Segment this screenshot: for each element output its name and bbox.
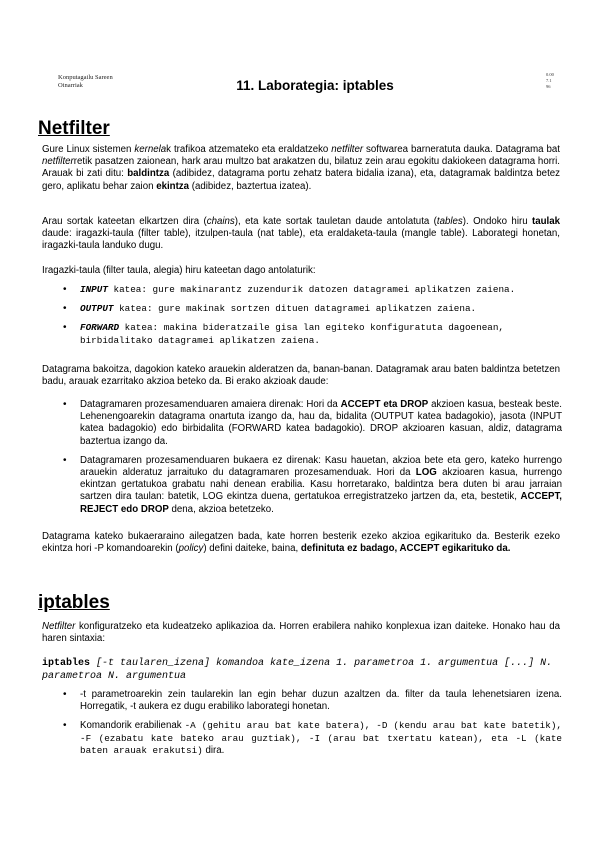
policy-paragraph bbox=[42, 531, 560, 555]
netfilter-intro-paragraph bbox=[42, 144, 560, 193]
text-span: daude: iragazki-taula (filter table), itzulpen-taula (nat table), eta eraldaketa-taula (mangle table). Laborategi honetan, iragazki-taula landuko dugu. bbox=[42, 228, 560, 252]
term-netfilter: netfilter bbox=[42, 156, 74, 168]
chain-desc: katea: gure makinak sortzen dituen datagramei aplikatzen zaiena. bbox=[113, 303, 477, 315]
text-span: Gure Linux sistemen bbox=[42, 144, 135, 155]
command-list: -A (gehitu arau bat kate batera), -D (kendu arau bat kate batetik), -F (ezabatu kate bateko arau guztiak), -I (arau bat txertatu katean), eta -L (kate baten arauak erakutsi) bbox=[80, 720, 562, 756]
text-span: Arau sortak kateetan elkartzen dira ( bbox=[42, 216, 207, 227]
iptables-heading: iptables bbox=[38, 592, 110, 613]
syntax-part: [-t bbox=[90, 658, 115, 669]
list-item bbox=[80, 303, 562, 315]
text-span: Komandorik erabilienak bbox=[80, 720, 185, 732]
list-item bbox=[80, 399, 562, 448]
term-netfilter: Netfilter bbox=[42, 621, 76, 632]
header-right-line3: 96 bbox=[546, 84, 551, 89]
actions-intro-paragraph: Datagrama bakoitza, dagokion kateko arauekin alderatzen da, banan-banan. Datagramak arau baten baldintza betetzen badu, arauak ezarritako akzioa beteko da. Bi erako akzioak daude: bbox=[42, 364, 560, 388]
text-span: ), eta kate sortak tauletan daude antolatuta ( bbox=[234, 216, 437, 227]
course-name bbox=[58, 74, 113, 90]
chain-name-output: OUTPUT bbox=[80, 303, 114, 315]
chain-name-forward: FORWARD bbox=[80, 322, 120, 334]
chains-tables-paragraph bbox=[42, 216, 560, 253]
list-item bbox=[80, 720, 562, 757]
term-kernel: kernela bbox=[134, 144, 167, 155]
header-right-line1: 0.00 bbox=[546, 72, 554, 77]
netfilter-heading: Netfilter bbox=[38, 118, 110, 139]
text-span: dena, akzioa betetzeko. bbox=[168, 503, 274, 515]
iptables-intro-paragraph bbox=[42, 621, 560, 645]
chain-list bbox=[80, 284, 562, 354]
term-accept-drop: ACCEPT eta DROP bbox=[340, 399, 429, 410]
header-right-info bbox=[546, 72, 554, 90]
filter-table-intro: Iragazki-taula (filter taula, alegia) hiru kateetan dago antolaturik: bbox=[42, 265, 316, 276]
text-span: ) defini daiteke, baina, bbox=[203, 543, 301, 555]
text-span: akzioaren kasua, hurrengo ekintzan gertatukoa grabatu nahi denean erabilia. Kasu horretarako, baldintza bera duten bi arau jarraian sartzen dira taulan: batetik, LOG ekintza duena, gertatukoa erregistratzeko jartzen da, eta, bestetik, bbox=[80, 467, 562, 503]
list-item bbox=[80, 284, 562, 296]
syntax-command: iptables bbox=[42, 658, 91, 669]
header-right-line2: 7.1 bbox=[546, 78, 552, 83]
term-log: LOG bbox=[415, 467, 437, 479]
chain-name-input: INPUT bbox=[80, 284, 108, 295]
chain-desc: katea: gure makinarantz zuzendurik datozen datagramei aplikatzen zaiena. bbox=[107, 284, 516, 295]
text-span: (adibidez, baztertua izatea). bbox=[189, 180, 312, 192]
term-baldintza: baldintza bbox=[127, 168, 170, 180]
default-accept-note: definituta ez badago, ACCEPT egikarituko da. bbox=[300, 543, 511, 555]
text-span: Datagramaren prozesamenduaren amaiera direnak: Hori da bbox=[80, 399, 341, 410]
text-span: k trafikoa atzemateko eta eraldatzeko bbox=[166, 144, 332, 155]
list-item bbox=[80, 455, 562, 516]
action-list bbox=[80, 399, 562, 523]
text-span: ). Ondoko hiru bbox=[462, 216, 532, 227]
list-item: • -t parametroarekin zein taularekin lan egin behar duzun azaltzen da. filter da taula lehenetsiaren izena. Horregatik, -t aukera ez dugu erabiliko laborategi honetan. bbox=[80, 689, 562, 713]
term-accept-reject-drop: ACCEPT, REJECT edo DROP bbox=[80, 491, 562, 515]
course-name-line2: Oinarriak bbox=[58, 82, 83, 89]
term-policy: policy bbox=[178, 543, 204, 555]
term-chains: chains bbox=[206, 216, 235, 227]
term-ekintza: ekintza bbox=[156, 180, 190, 192]
text-span: retik pasatzen zaionean, hark arau multzo bat arakatzen du, bilatuz zein arau egokitu dakiokeen datagrama horri. Arauak bi zati ditu: bbox=[42, 156, 560, 180]
list-item bbox=[80, 322, 562, 346]
iptables-option-list bbox=[80, 689, 562, 764]
syntax-part: taularen_izena] komandoa kate_izena 1. parametroa 1. argumentua [...] N. parametroa N. argumentua bbox=[42, 658, 553, 682]
text-span: softwarea barneratuta dauka. Datagrama bat bbox=[363, 144, 560, 155]
text-span: konfiguratzeko eta kudeatzeko aplikazioa da. Horren erabilera nahiko konplexua izan daiteke. Honako hau da haren sintaxia: bbox=[42, 621, 560, 645]
chain-desc: katea: makina bideratzaile gisa lan egiteko konfiguratuta dagoenean, birbidalitako datagramei aplikatzen zaiena. bbox=[80, 322, 505, 346]
text-span: Datagramaren prozesamenduaren bukaera ez direnak: Kasu hauetan, akzioa bete eta gero, kateko hurrengo arauekin alderatuz jarraituko du datagramaren prozesamenduak. Hori da bbox=[80, 454, 562, 479]
text-span: dira. bbox=[202, 744, 225, 756]
text-span: (adibidez, datagrama portu zehatz batera bidalia izana), eta, datagramak baldintza betez gero, aplikatu behar zaion bbox=[42, 168, 560, 192]
page-title: 11. Laborategia: iptables bbox=[236, 78, 394, 93]
iptables-syntax bbox=[42, 657, 562, 683]
term-netfilter: netfilter bbox=[331, 144, 364, 155]
text-span: Datagrama kateko bukaeraraino ailegatzen bada, kate horren besterik ezeko akzioa egikarituko da. Besterik ezeko ekintza hori -P komandoarekin ( bbox=[42, 531, 560, 555]
text-span: akzioen kasua, besteak beste. Lehenengoarekin datagrama onartuta izango da, hau da, bidalita (OUTPUT katea badagokio), jasota (INPUT katea badagokio) edo birbidalita (FORWARD katea badagokio). DROP akzioaren kasuan, aldiz, datagrama baztertua izango da. bbox=[80, 399, 562, 447]
term-tables: tables bbox=[436, 216, 463, 227]
course-name-line1: Konputagailu Sareen bbox=[58, 74, 113, 81]
term-taulak: taulak bbox=[532, 216, 560, 227]
